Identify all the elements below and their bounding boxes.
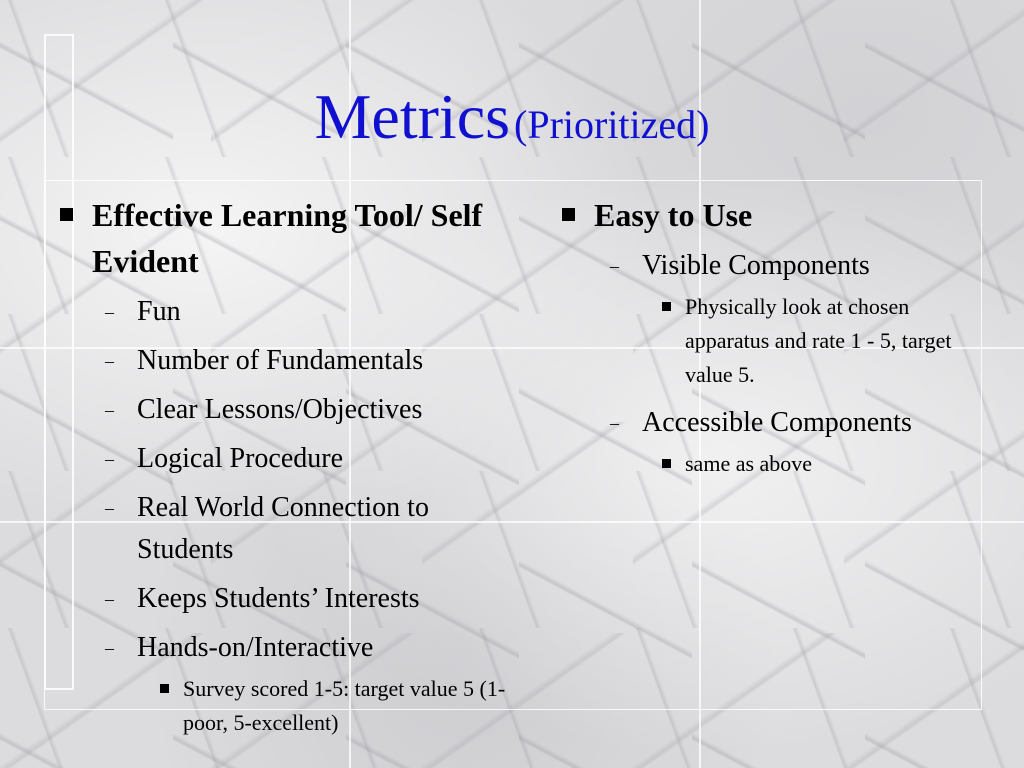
sub-list-item-label: same as above <box>685 451 813 476</box>
dash-bullet-icon: – <box>105 498 114 518</box>
right-heading-item <box>562 192 982 238</box>
slide-title-main: Metrics <box>314 81 510 152</box>
square-bullet-icon <box>662 459 671 468</box>
square-bullet-icon <box>60 208 73 221</box>
sub-list-item <box>562 290 982 392</box>
list-item-label: Accessible Components <box>642 407 912 438</box>
right-column <box>562 192 982 481</box>
square-bullet-icon <box>662 302 671 311</box>
list-item-label: Logical Procedure <box>137 443 344 474</box>
slide-title <box>0 80 1024 154</box>
list-item <box>60 487 530 571</box>
dash-bullet-icon: – <box>105 589 114 609</box>
dash-bullet-icon: – <box>105 400 114 420</box>
dash-bullet-icon: – <box>105 449 114 469</box>
square-bullet-icon <box>160 684 169 693</box>
left-heading-item <box>60 192 530 284</box>
list-item <box>60 438 530 480</box>
dash-bullet-icon: – <box>105 302 114 322</box>
list-item-label: Number of Fundamentals <box>137 345 424 376</box>
list-item-label: Keeps Students’ Interests <box>137 583 420 614</box>
sub-list-item <box>562 447 982 481</box>
left-column <box>60 192 530 740</box>
list-item <box>60 627 530 669</box>
list-item <box>562 402 982 444</box>
sub-list-item-label: Physically look at chosen apparatus and rate 1 - 5, target value 5. <box>685 294 952 387</box>
left-heading: Effective Learning Tool/ Self Evident <box>92 197 483 279</box>
list-item-label: Real World Connection to Students <box>137 492 429 565</box>
dash-bullet-icon: – <box>610 256 619 276</box>
sub-list-item-label: Survey scored 1-5: target value 5 (1-poor, 5-excellent) <box>183 676 506 735</box>
list-item <box>60 291 530 333</box>
right-heading: Easy to Use <box>594 197 753 233</box>
list-item <box>60 578 530 620</box>
list-item-label: Hands-on/Interactive <box>137 632 374 663</box>
square-bullet-icon <box>562 208 575 221</box>
list-item <box>60 389 530 431</box>
list-item-label: Visible Components <box>642 250 870 281</box>
dash-bullet-icon: – <box>610 413 619 433</box>
list-item <box>60 340 530 382</box>
list-item-label: Clear Lessons/Objectives <box>137 394 423 425</box>
list-item-label: Fun <box>137 296 181 327</box>
dash-bullet-icon: – <box>105 638 114 658</box>
dash-bullet-icon: – <box>105 351 114 371</box>
list-item <box>562 245 982 287</box>
sub-list-item <box>60 672 530 740</box>
slide-title-sub: (Prioritized) <box>514 102 710 147</box>
